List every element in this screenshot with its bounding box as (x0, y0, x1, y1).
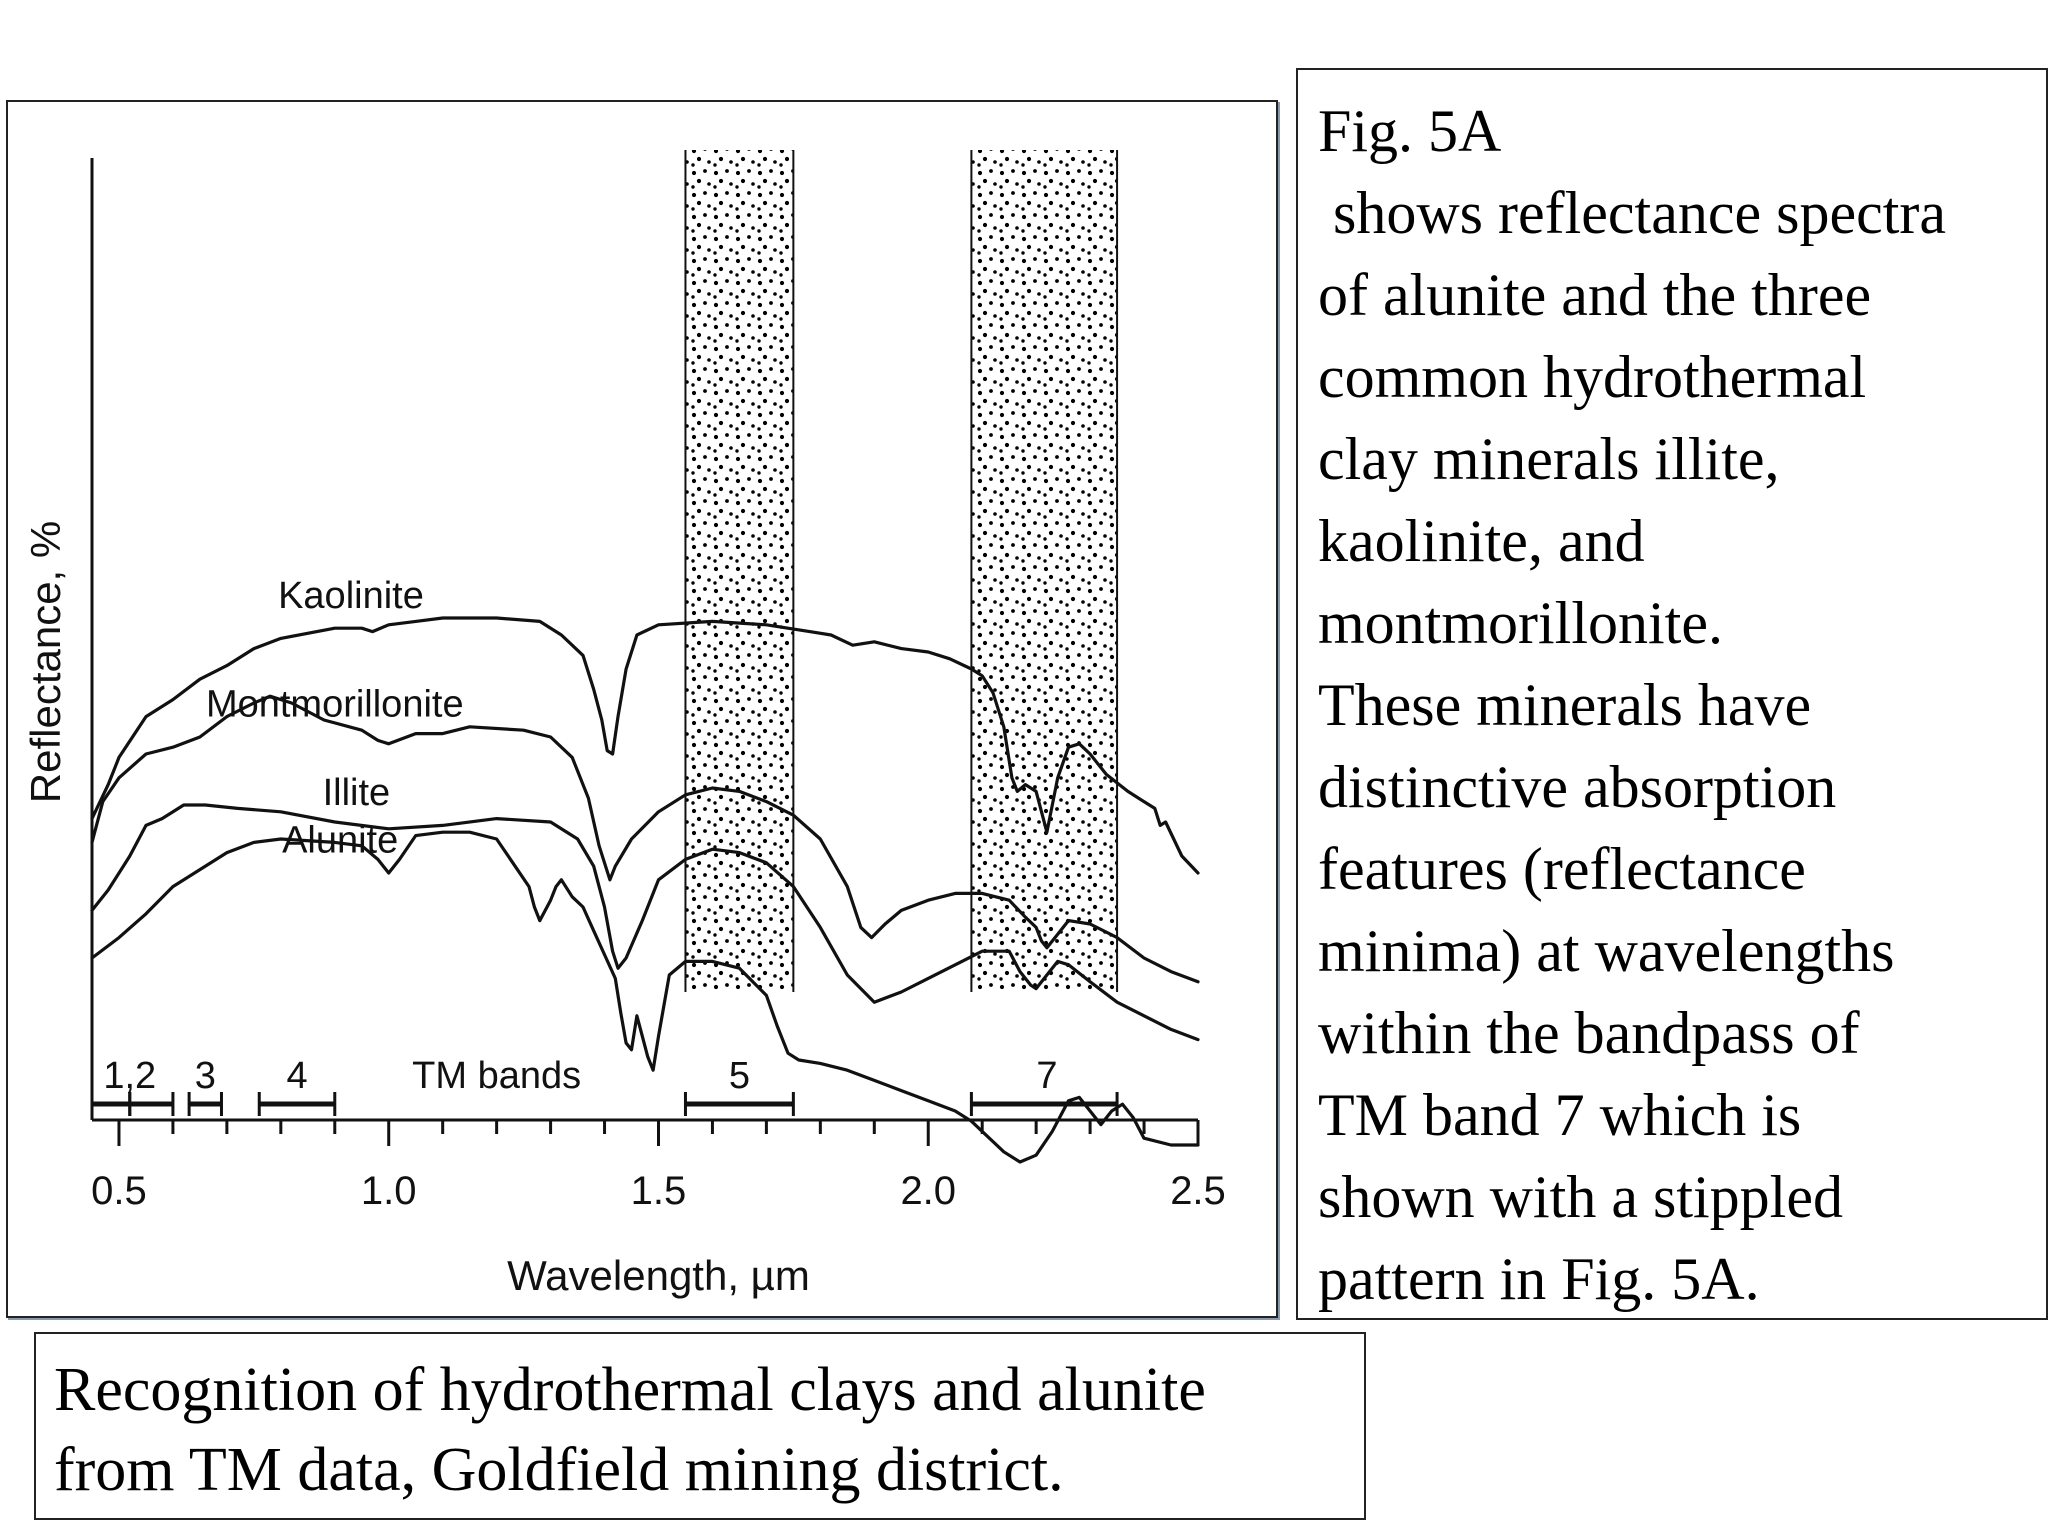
x-axis-label: Wavelength, µm (507, 1252, 810, 1299)
description-line: distinctive absorption (1318, 754, 1837, 820)
description-box (1296, 68, 2048, 1320)
x-tick-label: 1.0 (360, 1169, 417, 1213)
tm-band-label: 5 (728, 1055, 750, 1097)
description-line: montmorillonite. (1318, 590, 1723, 656)
description-line: shows reflectance spectra (1318, 180, 1947, 246)
caption-line: Recognition of hydrothermal clays and alunite (54, 1356, 1206, 1424)
description-line: shown with a stippled (1318, 1164, 1843, 1230)
x-tick-label: 0.5 (91, 1169, 147, 1213)
description-line: clay minerals illite, (1318, 426, 1780, 492)
tm-band-label: 1,2 (103, 1055, 157, 1097)
series-label-montmorillonite: Montmorillonite (205, 683, 464, 726)
x-tick-label: 2.5 (1170, 1169, 1226, 1213)
series-label-alunite: Alunite (282, 819, 399, 862)
description-line: kaolinite, and (1318, 508, 1645, 574)
description-line: Fig. 5A (1318, 98, 1502, 164)
description-line: features (reflectance (1318, 836, 1806, 902)
description-line: within the bandpass of (1318, 1000, 1860, 1066)
tm-band-label: 7 (1036, 1055, 1058, 1097)
series-label-kaolinite: Kaolinite (278, 574, 424, 617)
stippled-band-5 (685, 150, 793, 992)
description-line: These minerals have (1318, 672, 1812, 738)
tm-band-label: TM bands (412, 1055, 582, 1097)
description-line: minima) at wavelengths (1318, 918, 1895, 984)
stippled-band-7 (971, 150, 1117, 992)
tm-band-label: 4 (286, 1055, 308, 1097)
x-tick-label: 2.0 (900, 1169, 957, 1213)
caption-line: from TM data, Goldfield mining district. (54, 1436, 1064, 1504)
series-label-illite: Illite (322, 772, 391, 814)
reflectance-chart (8, 102, 1276, 1316)
description-line: common hydrothermal (1318, 344, 1867, 410)
figure-frame (6, 100, 1278, 1318)
description-line: of alunite and the three (1318, 262, 1872, 328)
caption-box (34, 1332, 1366, 1520)
x-tick-label: 1.5 (630, 1169, 687, 1213)
description-line: TM band 7 which is (1318, 1082, 1802, 1148)
description-line: pattern in Fig. 5A. (1318, 1246, 1760, 1312)
tm-band-label: 3 (194, 1055, 216, 1097)
y-axis-label: Reflectance, % (22, 520, 69, 804)
